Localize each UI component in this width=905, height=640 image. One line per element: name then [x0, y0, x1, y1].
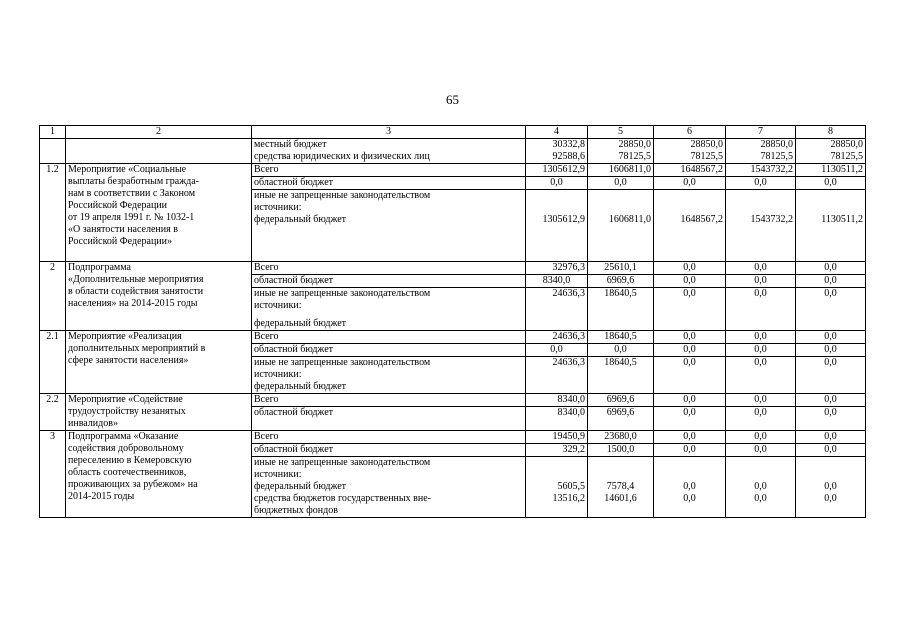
funding-source-cell: иные не запрещенные законодательством источники: федеральный бюджет средства бюджетов государственных вне- бюджетных фондов [252, 457, 526, 518]
value-cell: 0,0 [654, 394, 726, 407]
value-cell: 1543732,2 [726, 190, 796, 262]
value-cell: 0,0 [726, 431, 796, 444]
value-cell: 1130511,2 [796, 190, 866, 262]
table-row [40, 139, 866, 164]
item-number-cell: 1.2 [40, 164, 66, 262]
item-name-cell: Подпрограмма «Дополнительные мероприятия в области содействия занятости населения» на 2014-2015 годы [66, 262, 252, 331]
value-cell: 5605,5 13516,2 [526, 457, 588, 518]
column-number: 7 [726, 126, 796, 139]
value-cell: 0,0 [796, 177, 866, 190]
value-cell: 0,0 [654, 275, 726, 288]
funding-source-cell: областной бюджет [252, 444, 526, 457]
item-number-cell: 2.1 [40, 331, 66, 394]
column-number: 4 [526, 126, 588, 139]
value-cell: 30332,8 92588,6 [526, 139, 588, 164]
item-number-cell: 2.2 [40, 394, 66, 431]
value-cell: 1648567,2 [654, 164, 726, 177]
value-cell: 0,0 [796, 331, 866, 344]
value-cell: 1648567,2 [654, 190, 726, 262]
page-number: 65 [446, 92, 459, 107]
value-cell: 1500,0 [588, 444, 654, 457]
funding-source-cell: местный бюджет средства юридических и физических лиц [252, 139, 526, 164]
value-cell: 0,0 [654, 288, 726, 331]
value-cell: 0,0 [726, 177, 796, 190]
column-number: 5 [588, 126, 654, 139]
value-cell: 0,0 [796, 357, 866, 394]
column-number: 1 [40, 126, 66, 139]
funding-source-cell: иные не запрещенные законодательством источники: федеральный бюджет [252, 357, 526, 394]
value-cell: 28850,0 78125,5 [588, 139, 654, 164]
value-cell: 0,0 [654, 357, 726, 394]
column-number-row [40, 126, 866, 139]
value-cell: 8340,0 [526, 275, 588, 288]
value-cell: 0,0 [654, 344, 726, 357]
item-name-cell: Подпрограмма «Оказание содействия добровольному переселению в Кемеровскую область соотечественников, проживающих за рубежом» на 2014-2015 годы [66, 431, 252, 518]
value-cell: 0,0 [796, 431, 866, 444]
funding-source-cell: иные не запрещенные законодательством источники: федеральный бюджет [252, 288, 526, 331]
item-name-cell [66, 139, 252, 164]
value-cell: 0,0 [726, 394, 796, 407]
table-row [40, 164, 866, 177]
value-cell: 0,0 [588, 344, 654, 357]
value-cell: 24636,3 [526, 357, 588, 394]
funding-source-cell: областной бюджет [252, 275, 526, 288]
funding-source-cell: иные не запрещенные законодательством источники: федеральный бюджет [252, 190, 526, 262]
value-cell: 23680,0 [588, 431, 654, 444]
value-cell: 28850,0 78125,5 [726, 139, 796, 164]
funding-source-cell: Всего [252, 331, 526, 344]
value-cell: 0,0 [654, 331, 726, 344]
value-cell: 0,0 [588, 177, 654, 190]
funding-source-cell: областной бюджет [252, 407, 526, 431]
value-cell: 6969,6 [588, 407, 654, 431]
value-cell: 18640,5 [588, 357, 654, 394]
value-cell: 0,0 [654, 431, 726, 444]
value-cell: 1305612,9 [526, 164, 588, 177]
value-cell: 0,0 [726, 344, 796, 357]
value-cell: 18640,5 [588, 288, 654, 331]
item-number-cell [40, 139, 66, 164]
value-cell: 0,0 [654, 444, 726, 457]
funding-source-cell: областной бюджет [252, 177, 526, 190]
item-name-cell: Мероприятие «Реализация дополнительных мероприятий в сфере занятости населения» [66, 331, 252, 394]
value-cell: 0,0 [726, 275, 796, 288]
value-cell: 8340,0 [526, 394, 588, 407]
value-cell: 0,0 [526, 177, 588, 190]
value-cell: 1543732,2 [726, 164, 796, 177]
value-cell: 24636,3 [526, 288, 588, 331]
table-row [40, 431, 866, 444]
funding-source-cell: Всего [252, 164, 526, 177]
table-row [40, 262, 866, 275]
value-cell: 0,0 [726, 407, 796, 431]
funding-source-cell: Всего [252, 394, 526, 407]
value-cell: 0,0 0,0 [726, 457, 796, 518]
funding-source-cell: Всего [252, 262, 526, 275]
funding-source-cell: областной бюджет [252, 344, 526, 357]
value-cell: 28850,0 78125,5 [654, 139, 726, 164]
column-number: 6 [654, 126, 726, 139]
value-cell: 1606811,0 [588, 190, 654, 262]
value-cell: 0,0 [796, 344, 866, 357]
value-cell: 0,0 [526, 344, 588, 357]
column-number: 3 [252, 126, 526, 139]
item-number-cell: 2 [40, 262, 66, 331]
value-cell: 329,2 [526, 444, 588, 457]
value-cell: 18640,5 [588, 331, 654, 344]
value-cell: 7578,4 14601,6 [588, 457, 654, 518]
item-name-cell: Мероприятие «Содействие трудоустройству незанятых инвалидов» [66, 394, 252, 431]
value-cell: 0,0 [726, 331, 796, 344]
value-cell: 0,0 [796, 275, 866, 288]
value-cell: 0,0 [796, 444, 866, 457]
value-cell: 0,0 [796, 262, 866, 275]
value-cell: 0,0 0,0 [654, 457, 726, 518]
value-cell: 32976,3 [526, 262, 588, 275]
value-cell: 0,0 [726, 444, 796, 457]
value-cell: 0,0 [726, 262, 796, 275]
item-name-cell: Мероприятие «Социальные выплаты безработным гражда- нам в соответствии с Законом Российской Федерации от 19 апреля 1991 г. № 1032-1 «О занятости населения в Российской Федерации» [66, 164, 252, 262]
value-cell: 24636,3 [526, 331, 588, 344]
column-number: 8 [796, 126, 866, 139]
value-cell: 0,0 0,0 [796, 457, 866, 518]
value-cell: 0,0 [796, 394, 866, 407]
column-number: 2 [66, 126, 252, 139]
value-cell: 0,0 [654, 407, 726, 431]
funding-source-cell: Всего [252, 431, 526, 444]
value-cell: 0,0 [726, 288, 796, 331]
budget-table [39, 125, 866, 518]
value-cell: 8340,0 [526, 407, 588, 431]
item-number-cell: 3 [40, 431, 66, 518]
value-cell: 6969,6 [588, 394, 654, 407]
value-cell: 0,0 [654, 177, 726, 190]
value-cell: 1606811,0 [588, 164, 654, 177]
value-cell: 28850,0 78125,5 [796, 139, 866, 164]
value-cell: 6969,6 [588, 275, 654, 288]
table-row [40, 331, 866, 344]
value-cell: 19450,9 [526, 431, 588, 444]
value-cell: 25610,1 [588, 262, 654, 275]
value-cell: 0,0 [654, 262, 726, 275]
table-row [40, 394, 866, 407]
value-cell: 1130511,2 [796, 164, 866, 177]
value-cell: 1305612,9 [526, 190, 588, 262]
value-cell: 0,0 [796, 407, 866, 431]
value-cell: 0,0 [796, 288, 866, 331]
value-cell: 0,0 [726, 357, 796, 394]
